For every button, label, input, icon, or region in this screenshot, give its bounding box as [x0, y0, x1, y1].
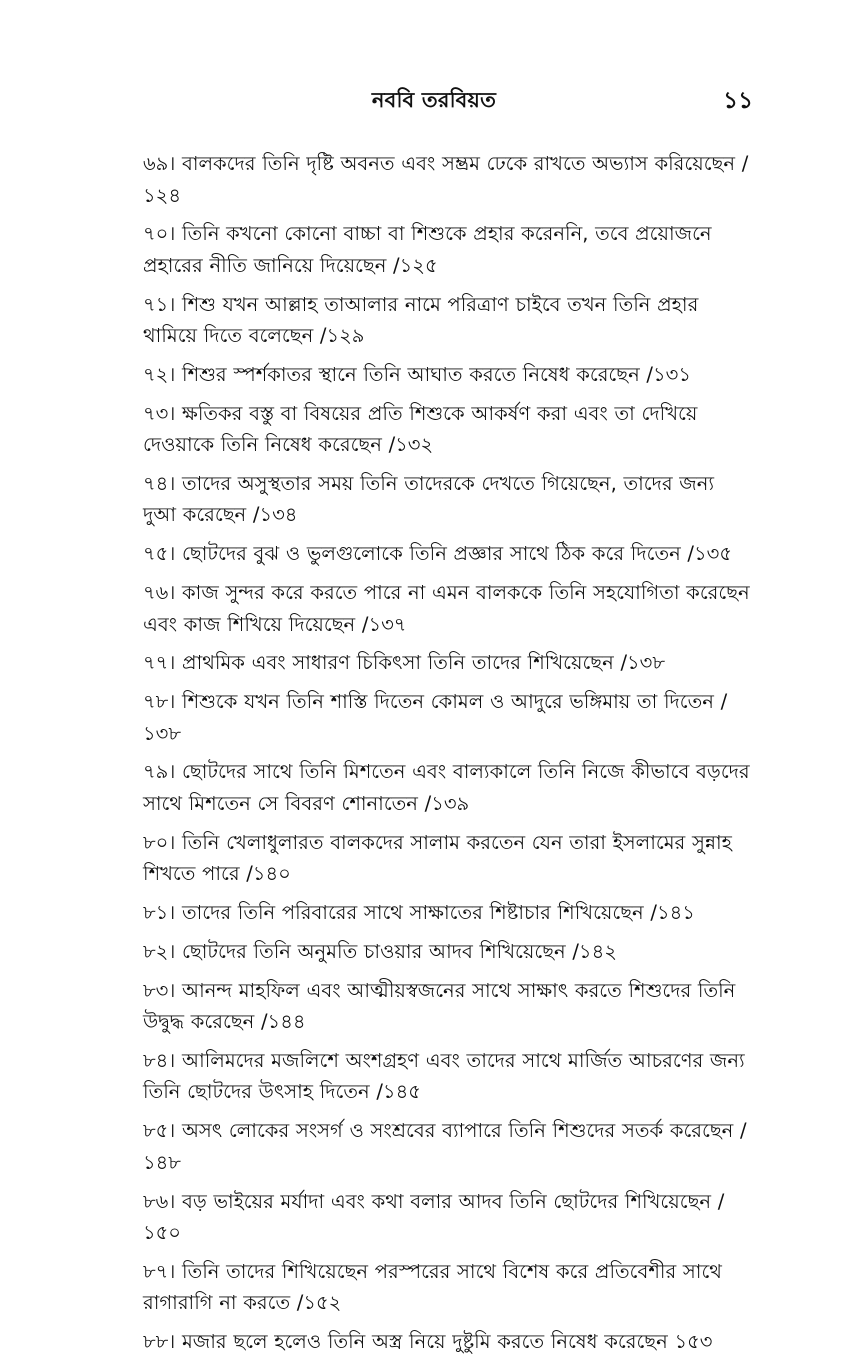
list-item: ৭৪। তাদের অসুস্থতার সময় তিনি তাদেরকে দেখতে গিয়েছেন, তাদের জন্য দুআ করেছেন /১৩৪ [143, 471, 715, 527]
list-item: ৮৫। অসৎ লোকের সংসর্গ ও সংশ্রবের ব্যাপারে তিনি শিশুদের সতর্ক করেছেন /১৪৮ [143, 1119, 747, 1174]
list-item: ৮৬। বড় ভাইয়ের মর্যাদা এবং কথা বলার আদব তিনি ছোটদের শিখিয়েছেন /১৫০ [143, 1189, 725, 1245]
list-item: ৭৭। প্রাথমিক এবং সাধারণ চিকিৎসা তিনি তাদের শিখিয়েছেন /১৩৮ [143, 651, 665, 675]
list-item: ৭১। শিশু যখন আল্লাহ তাআলার নামে পরিত্রাণ চাইবে তখন তিনি প্রহার থামিয়ে দিতে বলেছেন /১২৯ [143, 292, 699, 348]
list-item: ৬৯। বালকদের তিনি দৃষ্টি অবনত এবং সম্ভ্রম ঢেকে রাখতে অভ্যাস করিয়েছেন /১২৪ [143, 152, 749, 207]
list-item: ৭০। তিনি কখনো কোনো বাচ্চা বা শিশুকে প্রহার করেননি, তবে প্রয়োজনে প্রহারের নীতি জানিয়ে দিয়েছেন /১২৫ [143, 222, 712, 277]
list-item: ৭৮। শিশুকে যখন তিনি শাস্তি দিতেন কোমল ও আদুরে ভঙ্গিমায় তা দিতেন /১৩৮ [143, 690, 728, 745]
list-item: ৭৩। ক্ষতিকর বস্তু বা বিষয়ের প্রতি শিশুকে আকর্ষণ করা এবং তা দেখিয়ে দেওয়াকে তিনি নিষেধ করেছেন /১৩২ [143, 401, 698, 457]
list-item: ৭২। শিশুর স্পর্শকাতর স্থানে তিনি আঘাত করতে নিষেধ করেছেন /১৩১ [143, 362, 691, 386]
page-number: ১১ [723, 88, 753, 114]
list-item: ৭৯। ছোটদের সাথে তিনি মিশতেন এবং বাল্যকালে তিনি নিজে কীভাবে বড়দের সাথে মিশতেন সে বিবরণ শোনাতেন /১৩৯ [143, 760, 750, 815]
list-item: ৮০। তিনি খেলাধুলারত বালকদের সালাম করতেন যেন তারা ইসলামের সুন্নাহ শিখতে পারে /১৪০ [143, 830, 732, 886]
list-item: ৭৫। ছোটদের বুঝ ও ভুলগুলোকে তিনি প্রজ্ঞার সাথে ঠিক করে দিতেন /১৩৫ [143, 542, 732, 566]
list-item: ৮৭। তিনি তাদের শিখিয়েছেন পরস্পরের সাথে বিশেষ করে প্রতিবেশীর সাথে রাগারাগি না করতে /১৫২ [143, 1259, 722, 1315]
page-header [0, 78, 868, 122]
list-item: ৮৩। আনন্দ মাহফিল এবং আত্মীয়স্বজনের সাথে সাক্ষাৎ করতে শিশুদের তিনি উদ্বুদ্ধ করেছেন /১৪৪ [143, 978, 736, 1034]
list-item: ৮২। ছোটদের তিনি অনুমতি চাওয়ার আদব শিখিয়েছেন /১৪২ [143, 939, 617, 963]
list-item: ৮১। তাদের তিনি পরিবারের সাথে সাক্ষাতের শিষ্টাচার শিখিয়েছেন /১৪১ [143, 901, 695, 925]
list-item: ৮৮। মজার ছলে হলেও তিনি অস্ত্র নিয়ে দুষ্টুমি করতে নিষেধ করেছেন ১৫৩ [143, 1330, 713, 1354]
list-item: ৮৪। আলিমদের মজলিশে অংশগ্রহণ এবং তাদের সাথে মার্জিত আচরণের জন্য তিনি ছোটদের উৎসাহ দিতেন /১৪৫ [143, 1048, 745, 1104]
book-title: নববি তরবিয়ত [371, 88, 497, 112]
list-item: ৭৬। কাজ সুন্দর করে করতে পারে না এমন বালককে তিনি সহযোগিতা করেছেন এবং কাজ শিখিয়ে দিয়েছেন /১৩৭ [143, 581, 750, 636]
contents-list [143, 148, 753, 1365]
